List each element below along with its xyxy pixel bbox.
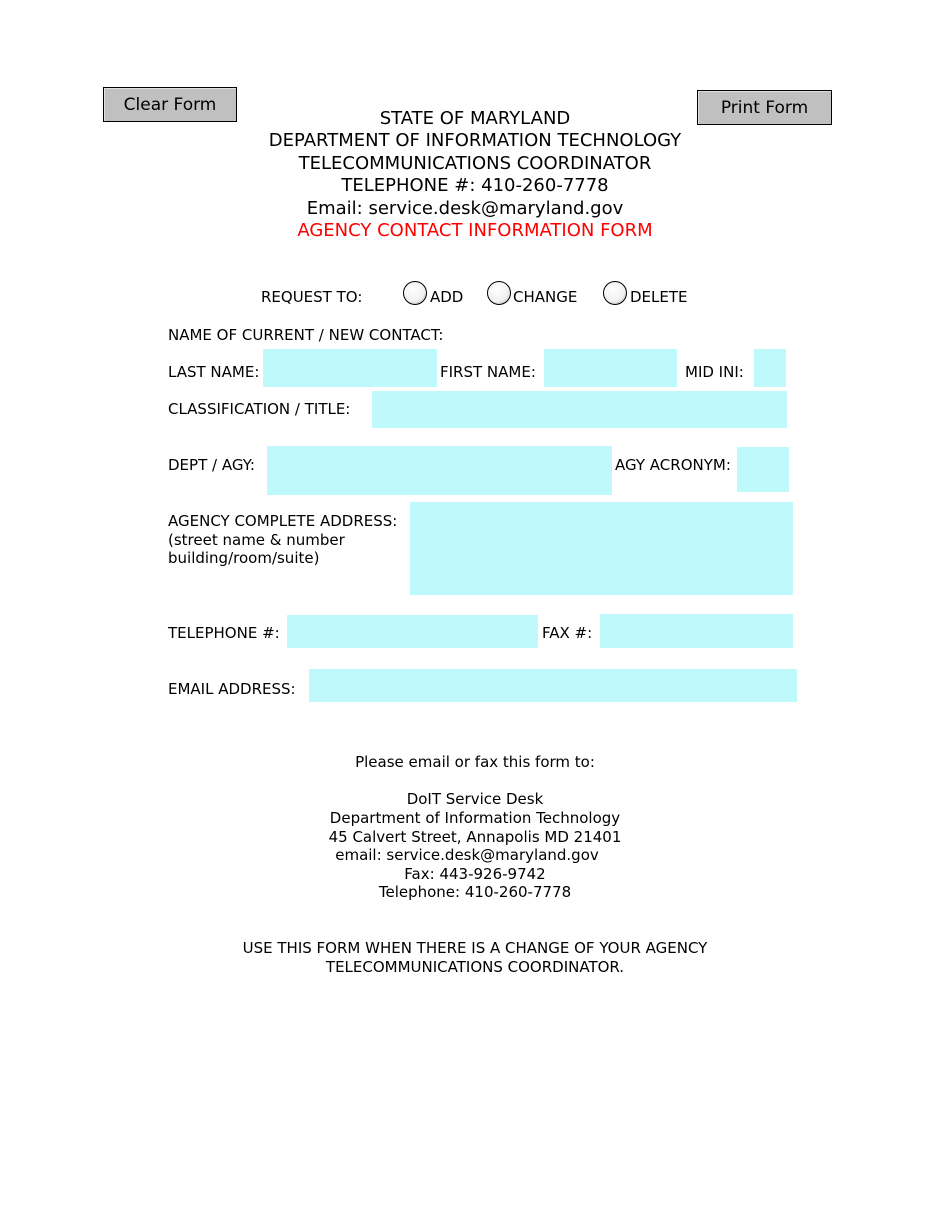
email-input[interactable]	[309, 669, 797, 702]
email-label: EMAIL ADDRESS:	[168, 680, 296, 698]
footer-line: Fax: 443-926-9742	[404, 865, 546, 883]
dept-label: DEPT / AGY:	[168, 456, 255, 474]
footer-line: Department of Information Technology	[329, 809, 621, 827]
mid-ini-input[interactable]	[754, 349, 786, 387]
acronym-label: AGY ACRONYM:	[615, 456, 731, 474]
radio-change-label: CHANGE	[513, 288, 578, 306]
form-title: AGENCY CONTACT INFORMATION FORM	[297, 220, 653, 241]
address-label: AGENCY COMPLETE ADDRESS:	[168, 512, 398, 530]
footer-note-2: TELECOMMUNICATIONS COORDINATOR.	[325, 958, 625, 976]
acronym-input[interactable]	[737, 447, 789, 492]
radio-add[interactable]	[403, 281, 427, 305]
radio-delete[interactable]	[603, 281, 627, 305]
footer-instruction: Please email or fax this form to:	[355, 753, 595, 771]
footer-line: Telephone: 410-260-7778	[378, 883, 572, 901]
clear-form-button[interactable]: Clear Form	[103, 87, 237, 122]
radio-change[interactable]	[487, 281, 511, 305]
last-name-input[interactable]	[263, 349, 437, 387]
telephone-input[interactable]	[287, 615, 538, 648]
address-hint-1: (street name & number	[168, 531, 345, 549]
address-hint-2: building/room/suite)	[168, 549, 320, 567]
radio-add-label: ADD	[430, 288, 464, 306]
header-coordinator: TELECOMMUNICATIONS COORDINATOR	[298, 153, 652, 174]
contact-section-label: NAME OF CURRENT / NEW CONTACT:	[168, 326, 444, 344]
fax-input[interactable]	[600, 614, 793, 648]
print-form-button[interactable]: Print Form	[697, 90, 832, 125]
first-name-input[interactable]	[544, 349, 677, 387]
header-email: Email: service.desk@maryland.gov	[306, 198, 624, 219]
fax-label: FAX #:	[542, 624, 593, 642]
request-label: REQUEST TO:	[261, 288, 363, 306]
telephone-label: TELEPHONE #:	[168, 624, 280, 642]
address-input[interactable]	[410, 502, 793, 595]
last-name-label: LAST NAME:	[168, 363, 260, 381]
first-name-label: FIRST NAME:	[440, 363, 536, 381]
header-telephone: TELEPHONE #: 410-260-7778	[341, 175, 609, 196]
footer-line: email: service.desk@maryland.gov	[335, 846, 599, 864]
footer-line: 45 Calvert Street, Annapolis MD 21401	[328, 828, 622, 846]
dept-input[interactable]	[267, 446, 612, 495]
classification-input[interactable]	[372, 391, 787, 428]
radio-delete-label: DELETE	[630, 288, 688, 306]
footer-note-1: USE THIS FORM WHEN THERE IS A CHANGE OF YOUR AGENCY	[242, 939, 708, 957]
mid-ini-label: MID INI:	[685, 363, 744, 381]
header-state: STATE OF MARYLAND	[379, 108, 571, 129]
header-department: DEPARTMENT OF INFORMATION TECHNOLOGY	[268, 130, 682, 151]
classification-label: CLASSIFICATION / TITLE:	[168, 400, 351, 418]
footer-line: DoIT Service Desk	[406, 790, 544, 808]
